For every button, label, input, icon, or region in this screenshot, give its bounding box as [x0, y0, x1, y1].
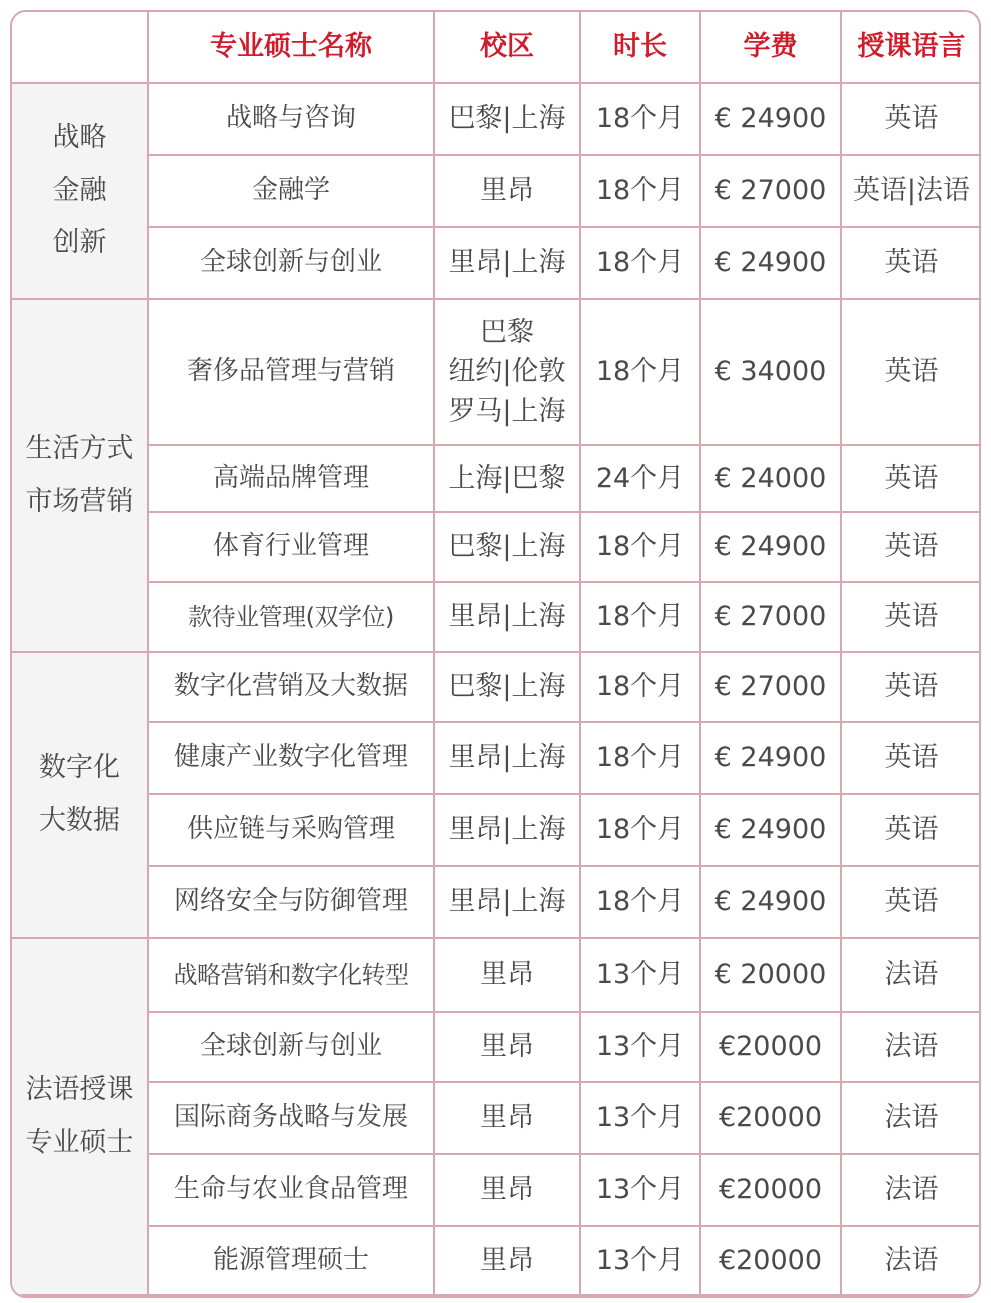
campus-cell [434, 938, 580, 1012]
language-cell: 英语 [841, 582, 981, 652]
table-row [11, 1012, 981, 1082]
table-row [11, 155, 981, 227]
tuition-cell: € 24900 [700, 512, 841, 582]
program-name-cell: 战略营销和数字化转型 [148, 938, 434, 1012]
duration-cell: 13个月 [580, 1012, 700, 1082]
program-name-cell: 国际商务战略与发展 [148, 1082, 434, 1154]
tuition-cell: € 20000 [700, 938, 841, 1012]
duration-cell: 18个月 [580, 227, 700, 299]
duration-cell: 18个月 [580, 155, 700, 227]
category-line: 战略 [52, 122, 107, 154]
campus-cell [434, 582, 580, 652]
program-name-cell: 全球创新与创业 [148, 1012, 434, 1082]
header-row [11, 11, 981, 83]
tuition-cell: € 24900 [700, 722, 841, 794]
campus-line: 里昂|上海 [448, 814, 566, 846]
language-cell: 法语 [841, 1154, 981, 1226]
tuition-cell: € 34000 [700, 299, 841, 445]
header-duration: 时长 [580, 11, 700, 83]
program-name-cell: 健康产业数字化管理 [148, 722, 434, 794]
table-row [11, 794, 981, 866]
campus-cell [434, 227, 580, 299]
campus-cell [434, 445, 580, 512]
language-cell: 英语 [841, 512, 981, 582]
category-cell [11, 652, 148, 938]
category-line: 大数据 [39, 805, 120, 836]
program-name-cell: 生命与农业食品管理 [148, 1154, 434, 1226]
table-row [11, 445, 981, 512]
campus-line: 里昂|上海 [448, 247, 566, 279]
category-line: 数字化 [39, 752, 120, 784]
duration-cell: 18个月 [580, 83, 700, 155]
campus-line: 里昂|上海 [448, 886, 566, 918]
duration-cell: 18个月 [580, 722, 700, 794]
table-row [11, 582, 981, 652]
tuition-cell: € 24900 [700, 83, 841, 155]
table-row [11, 83, 981, 155]
campus-line: 里昂 [480, 959, 534, 991]
campus-cell [434, 652, 580, 722]
campus-line: 里昂 [480, 175, 534, 207]
header-language: 授课语言 [841, 11, 981, 83]
tuition-cell: €20000 [700, 1226, 841, 1295]
campus-cell [434, 1012, 580, 1082]
program-name-cell: 奢侈品管理与营销 [148, 299, 434, 445]
campus-line: 罗马|上海 [448, 395, 566, 427]
tuition-cell: €20000 [700, 1082, 841, 1154]
tuition-cell: € 24000 [700, 445, 841, 512]
category-cell [11, 83, 148, 299]
table-body [11, 83, 981, 1295]
category-line: 市场营销 [25, 485, 134, 517]
language-cell: 法语 [841, 1082, 981, 1154]
campus-cell [434, 866, 580, 938]
program-table [10, 10, 981, 1296]
category-line: 法语授课 [25, 1073, 134, 1105]
category-line: 生活方式 [25, 432, 134, 464]
language-cell: 法语 [841, 938, 981, 1012]
language-cell: 英语 [841, 866, 981, 938]
program-name-cell: 供应链与采购管理 [148, 794, 434, 866]
language-cell: 英语 [841, 794, 981, 866]
duration-cell: 18个月 [580, 512, 700, 582]
header-corner [11, 11, 148, 83]
category-line: 专业硕士 [25, 1126, 134, 1158]
campus-line: 里昂 [480, 1031, 534, 1063]
header-campus: 校区 [434, 11, 580, 83]
language-cell: 英语 [841, 83, 981, 155]
category-cell [11, 938, 148, 1295]
tuition-cell: € 24900 [700, 794, 841, 866]
table-row [11, 938, 981, 1012]
category-cell [11, 299, 148, 652]
campus-line: 巴黎|上海 [448, 671, 566, 703]
duration-cell: 13个月 [580, 938, 700, 1012]
duration-cell: 18个月 [580, 866, 700, 938]
campus-line: 里昂|上海 [448, 742, 566, 774]
campus-line: 里昂|上海 [448, 601, 566, 633]
table-row [11, 652, 981, 722]
language-cell: 英语 [841, 227, 981, 299]
campus-line: 里昂 [480, 1174, 534, 1206]
program-name-cell: 能源管理硕士 [148, 1226, 434, 1295]
tuition-cell: €20000 [700, 1154, 841, 1226]
language-cell: 法语 [841, 1226, 981, 1295]
campus-line: 里昂 [480, 1244, 534, 1276]
tuition-cell: € 27000 [700, 155, 841, 227]
tuition-cell: € 24900 [700, 866, 841, 938]
program-name-cell: 高端品牌管理 [148, 445, 434, 512]
language-cell: 法语 [841, 1012, 981, 1082]
campus-cell [434, 512, 580, 582]
language-cell: 英语 [841, 652, 981, 722]
table-row [11, 227, 981, 299]
duration-cell: 13个月 [580, 1154, 700, 1226]
table-row [11, 512, 981, 582]
duration-cell: 18个月 [580, 794, 700, 866]
category-line: 创新 [52, 227, 107, 259]
category-line: 金融 [52, 174, 107, 206]
program-name-cell: 金融学 [148, 155, 434, 227]
program-name-cell: 体育行业管理 [148, 512, 434, 582]
duration-cell: 13个月 [580, 1226, 700, 1295]
tuition-cell: €20000 [700, 1012, 841, 1082]
campus-line: 巴黎|上海 [448, 103, 566, 135]
campus-cell [434, 794, 580, 866]
campus-cell [434, 1154, 580, 1226]
table-row [11, 1154, 981, 1226]
campus-cell [434, 722, 580, 794]
program-name-cell: 战略与咨询 [148, 83, 434, 155]
campus-cell [434, 155, 580, 227]
duration-cell: 13个月 [580, 1082, 700, 1154]
duration-cell: 18个月 [580, 652, 700, 722]
table-row [11, 299, 981, 445]
table-row [11, 1226, 981, 1295]
campus-line: 上海|巴黎 [448, 462, 566, 494]
campus-cell [434, 1226, 580, 1295]
language-cell: 英语 [841, 722, 981, 794]
header-tuition: 学费 [700, 11, 841, 83]
duration-cell: 18个月 [580, 582, 700, 652]
language-cell: 英语|法语 [841, 155, 981, 227]
campus-cell [434, 1082, 580, 1154]
program-table-frame [10, 10, 981, 1298]
program-name-cell: 网络安全与防御管理 [148, 866, 434, 938]
duration-cell: 24个月 [580, 445, 700, 512]
tuition-cell: € 27000 [700, 582, 841, 652]
campus-line: 巴黎|上海 [448, 531, 566, 563]
campus-line: 里昂 [480, 1102, 534, 1134]
language-cell: 英语 [841, 445, 981, 512]
campus-cell [434, 299, 580, 445]
program-name-cell: 款待业管理(双学位) [148, 582, 434, 652]
table-row [11, 1082, 981, 1154]
tuition-cell: € 24900 [700, 227, 841, 299]
header-program-name: 专业硕士名称 [148, 11, 434, 83]
table-row [11, 866, 981, 938]
campus-cell [434, 83, 580, 155]
language-cell: 英语 [841, 299, 981, 445]
duration-cell: 18个月 [580, 299, 700, 445]
program-name-cell: 全球创新与创业 [148, 227, 434, 299]
tuition-cell: € 27000 [700, 652, 841, 722]
table-row [11, 722, 981, 794]
campus-line: 巴黎 [480, 317, 534, 349]
campus-line: 纽约|伦敦 [448, 356, 566, 388]
program-name-cell: 数字化营销及大数据 [148, 652, 434, 722]
